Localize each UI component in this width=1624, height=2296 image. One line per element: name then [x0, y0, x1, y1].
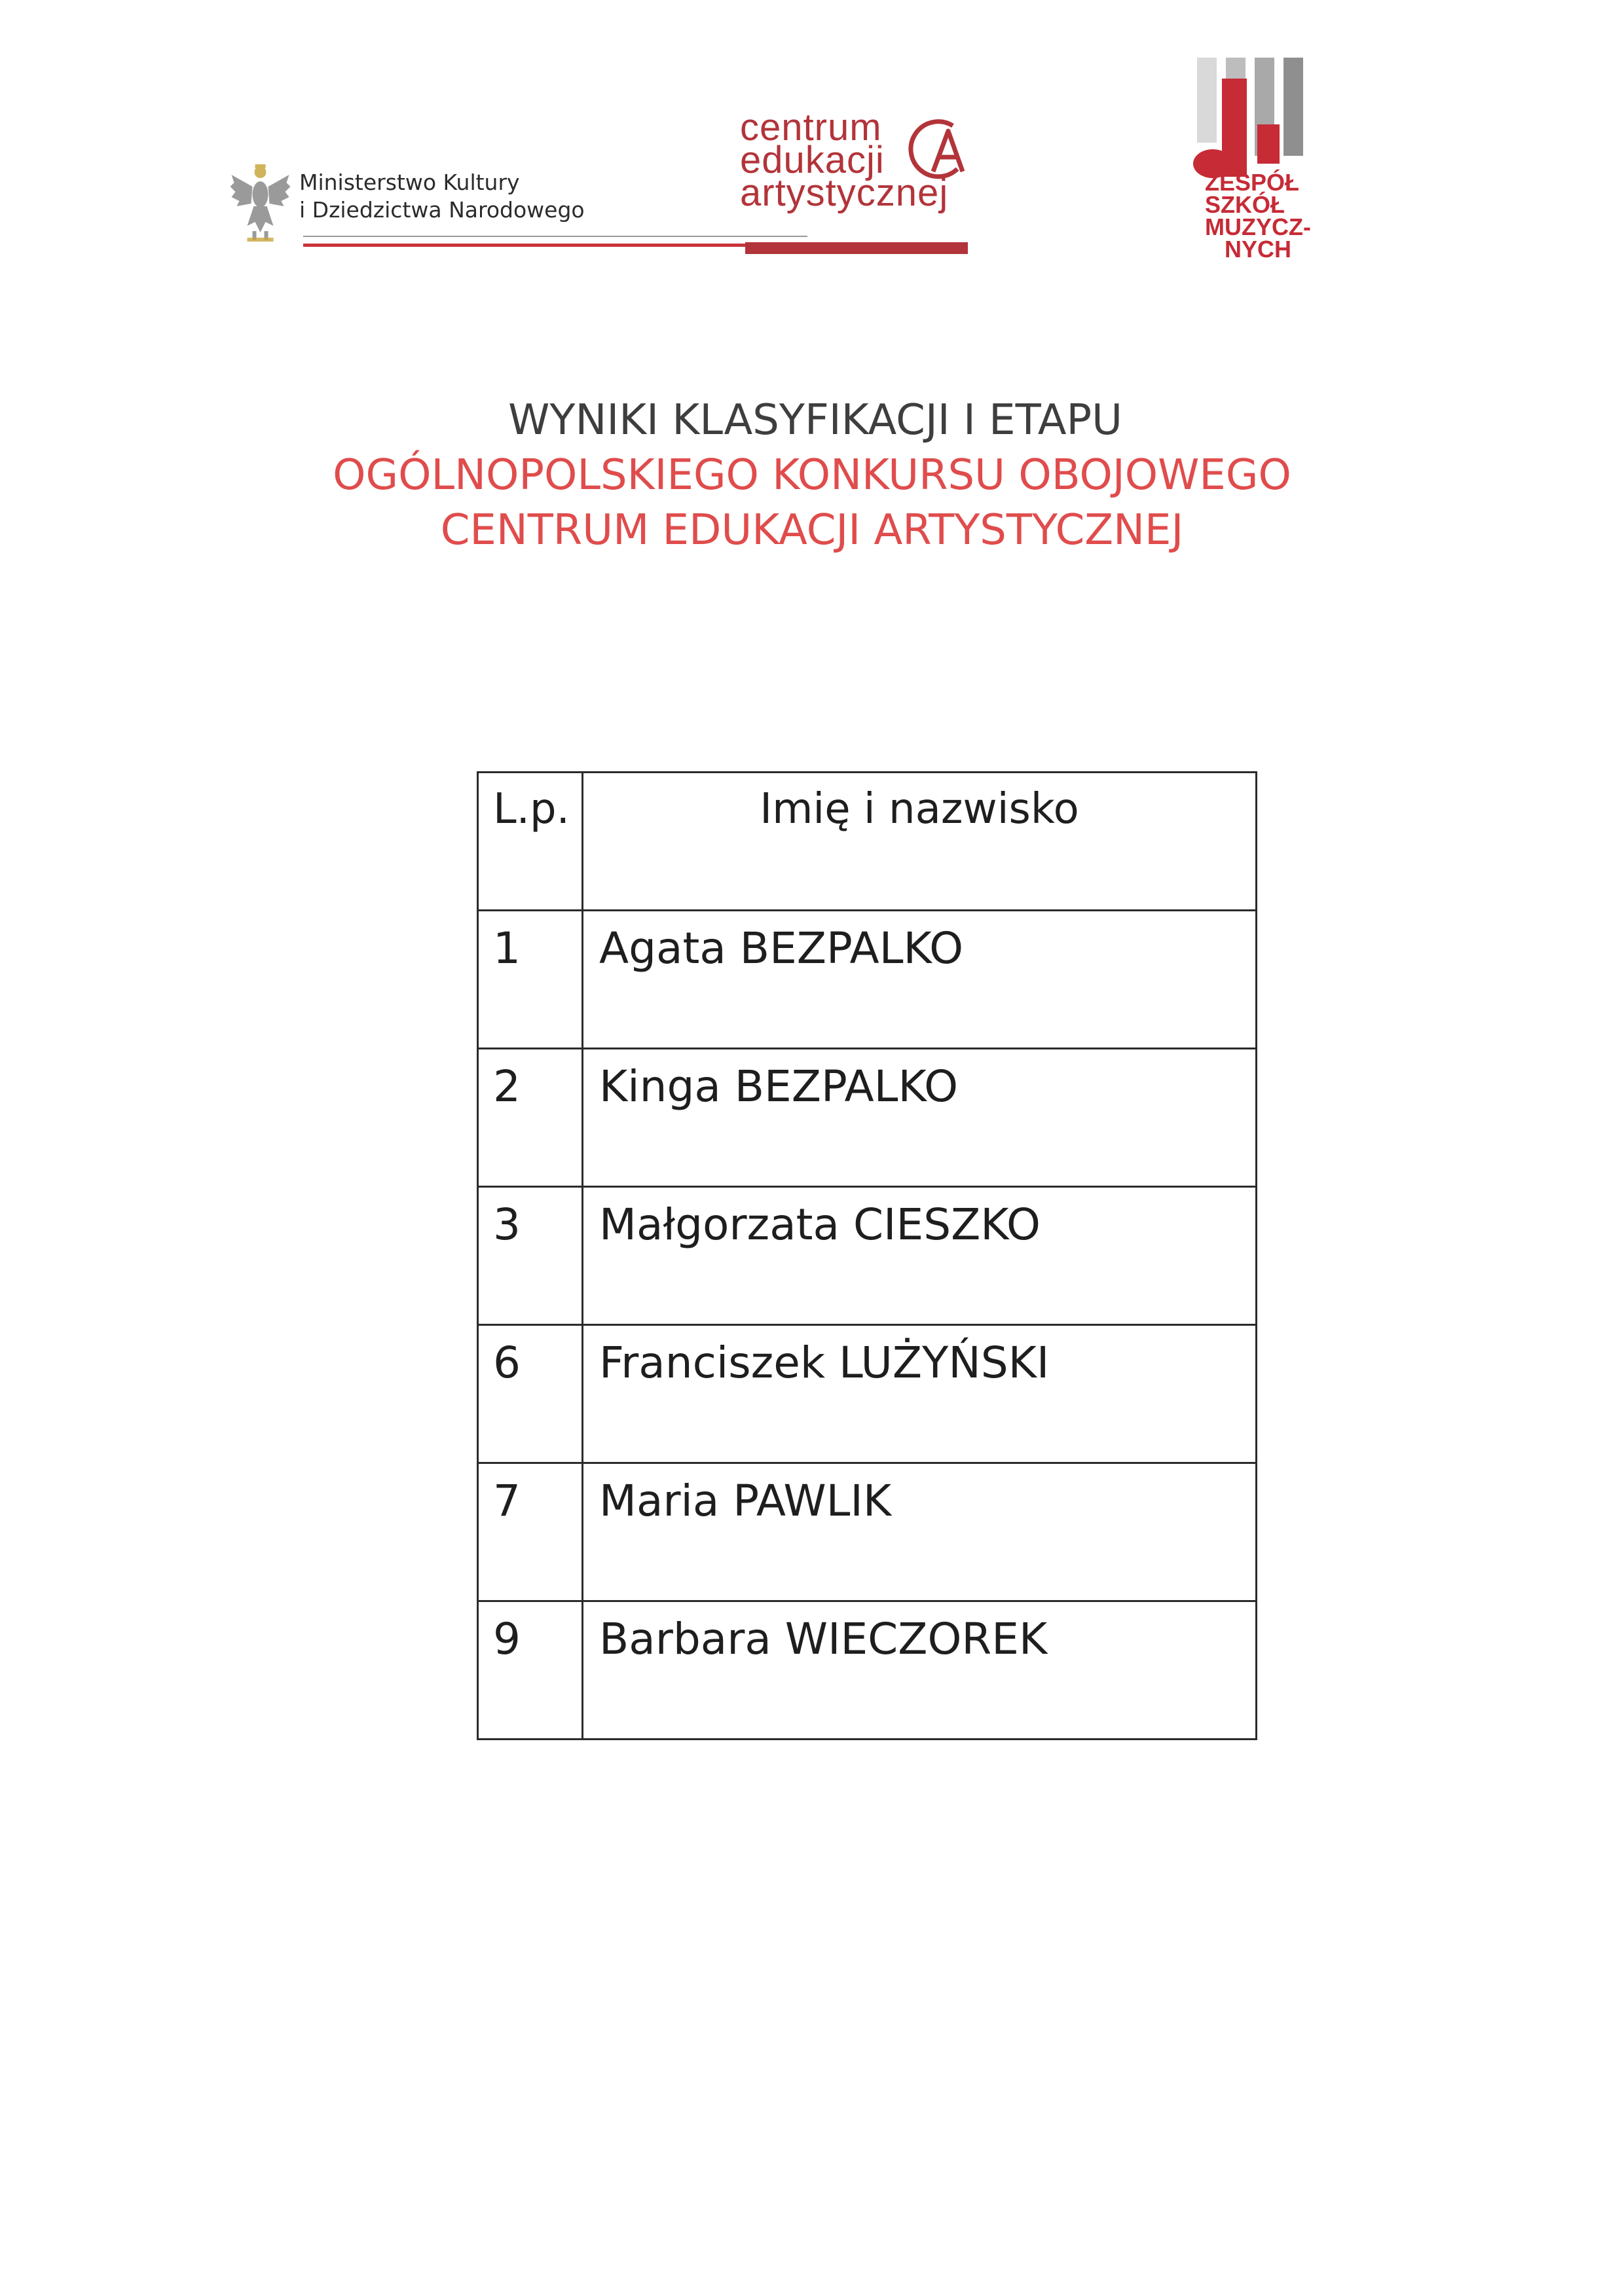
cea-line2: edukacji: [740, 139, 885, 181]
zsm-name: [1205, 169, 1311, 263]
zsm-line1: ZESPÓŁ: [1205, 169, 1300, 196]
ministry-divider-grey: [303, 236, 807, 237]
zsm-logo: [1153, 52, 1336, 301]
ministry-name: [299, 169, 585, 224]
eagle-emblem-icon: [226, 160, 295, 246]
table-row: [478, 1463, 1257, 1601]
column-header-name: Imię i nazwisko: [583, 773, 1257, 911]
row-number: 6: [478, 1325, 583, 1463]
logo-header: [0, 0, 1624, 340]
results-table: [477, 771, 1257, 1740]
participant-name: Kinga BEZPALKO: [583, 1049, 1257, 1187]
zsm-line4: NYCH: [1225, 236, 1292, 263]
table-header-row: [478, 773, 1257, 911]
cea-underline-bar: [745, 242, 968, 254]
table-row: [478, 1601, 1257, 1740]
cea-line3: artystycznej: [740, 172, 949, 214]
table-row: [478, 911, 1257, 1049]
row-number: 7: [478, 1463, 583, 1601]
title-line1: WYNIKI KLASYFIKACJI I ETAPU: [508, 396, 1122, 445]
ministry-divider-red: [303, 244, 807, 247]
participant-name: Barbara WIECZOREK: [583, 1601, 1257, 1740]
table-row: [478, 1325, 1257, 1463]
row-number: 2: [478, 1049, 583, 1187]
participant-name: Franciszek LUŻYŃSKI: [583, 1325, 1257, 1463]
cea-monogram-icon: [897, 111, 976, 190]
row-number: 1: [478, 911, 583, 1049]
cea-logo: [740, 106, 982, 262]
participant-name: Agata BEZPALKO: [583, 911, 1257, 1049]
participant-name: Maria PAWLIK: [583, 1463, 1257, 1601]
music-bars-icon: [1153, 52, 1336, 183]
cea-line1: centrum: [740, 106, 882, 149]
zsm-line2: SZKÓŁ: [1205, 191, 1285, 218]
participant-name: Małgorzata CIESZKO: [583, 1187, 1257, 1325]
title-line2: OGÓLNOPOLSKIEGO KONKURSU OBOJOWEGO: [333, 451, 1291, 500]
ministry-name-line1: Ministerstwo Kultury: [299, 170, 520, 195]
row-number: 9: [478, 1601, 583, 1740]
column-header-number: L.p.: [478, 773, 583, 911]
table-row: [478, 1187, 1257, 1325]
document-title: [0, 393, 1624, 558]
title-line3: CENTRUM EDUKACJI ARTYSTYCZNEJ: [440, 506, 1184, 555]
row-number: 3: [478, 1187, 583, 1325]
zsm-line3: MUZYCZ-: [1205, 213, 1311, 240]
table-row: [478, 1049, 1257, 1187]
ministry-logo: [226, 157, 593, 255]
ministry-name-line2: i Dziedzictwa Narodowego: [299, 197, 585, 223]
